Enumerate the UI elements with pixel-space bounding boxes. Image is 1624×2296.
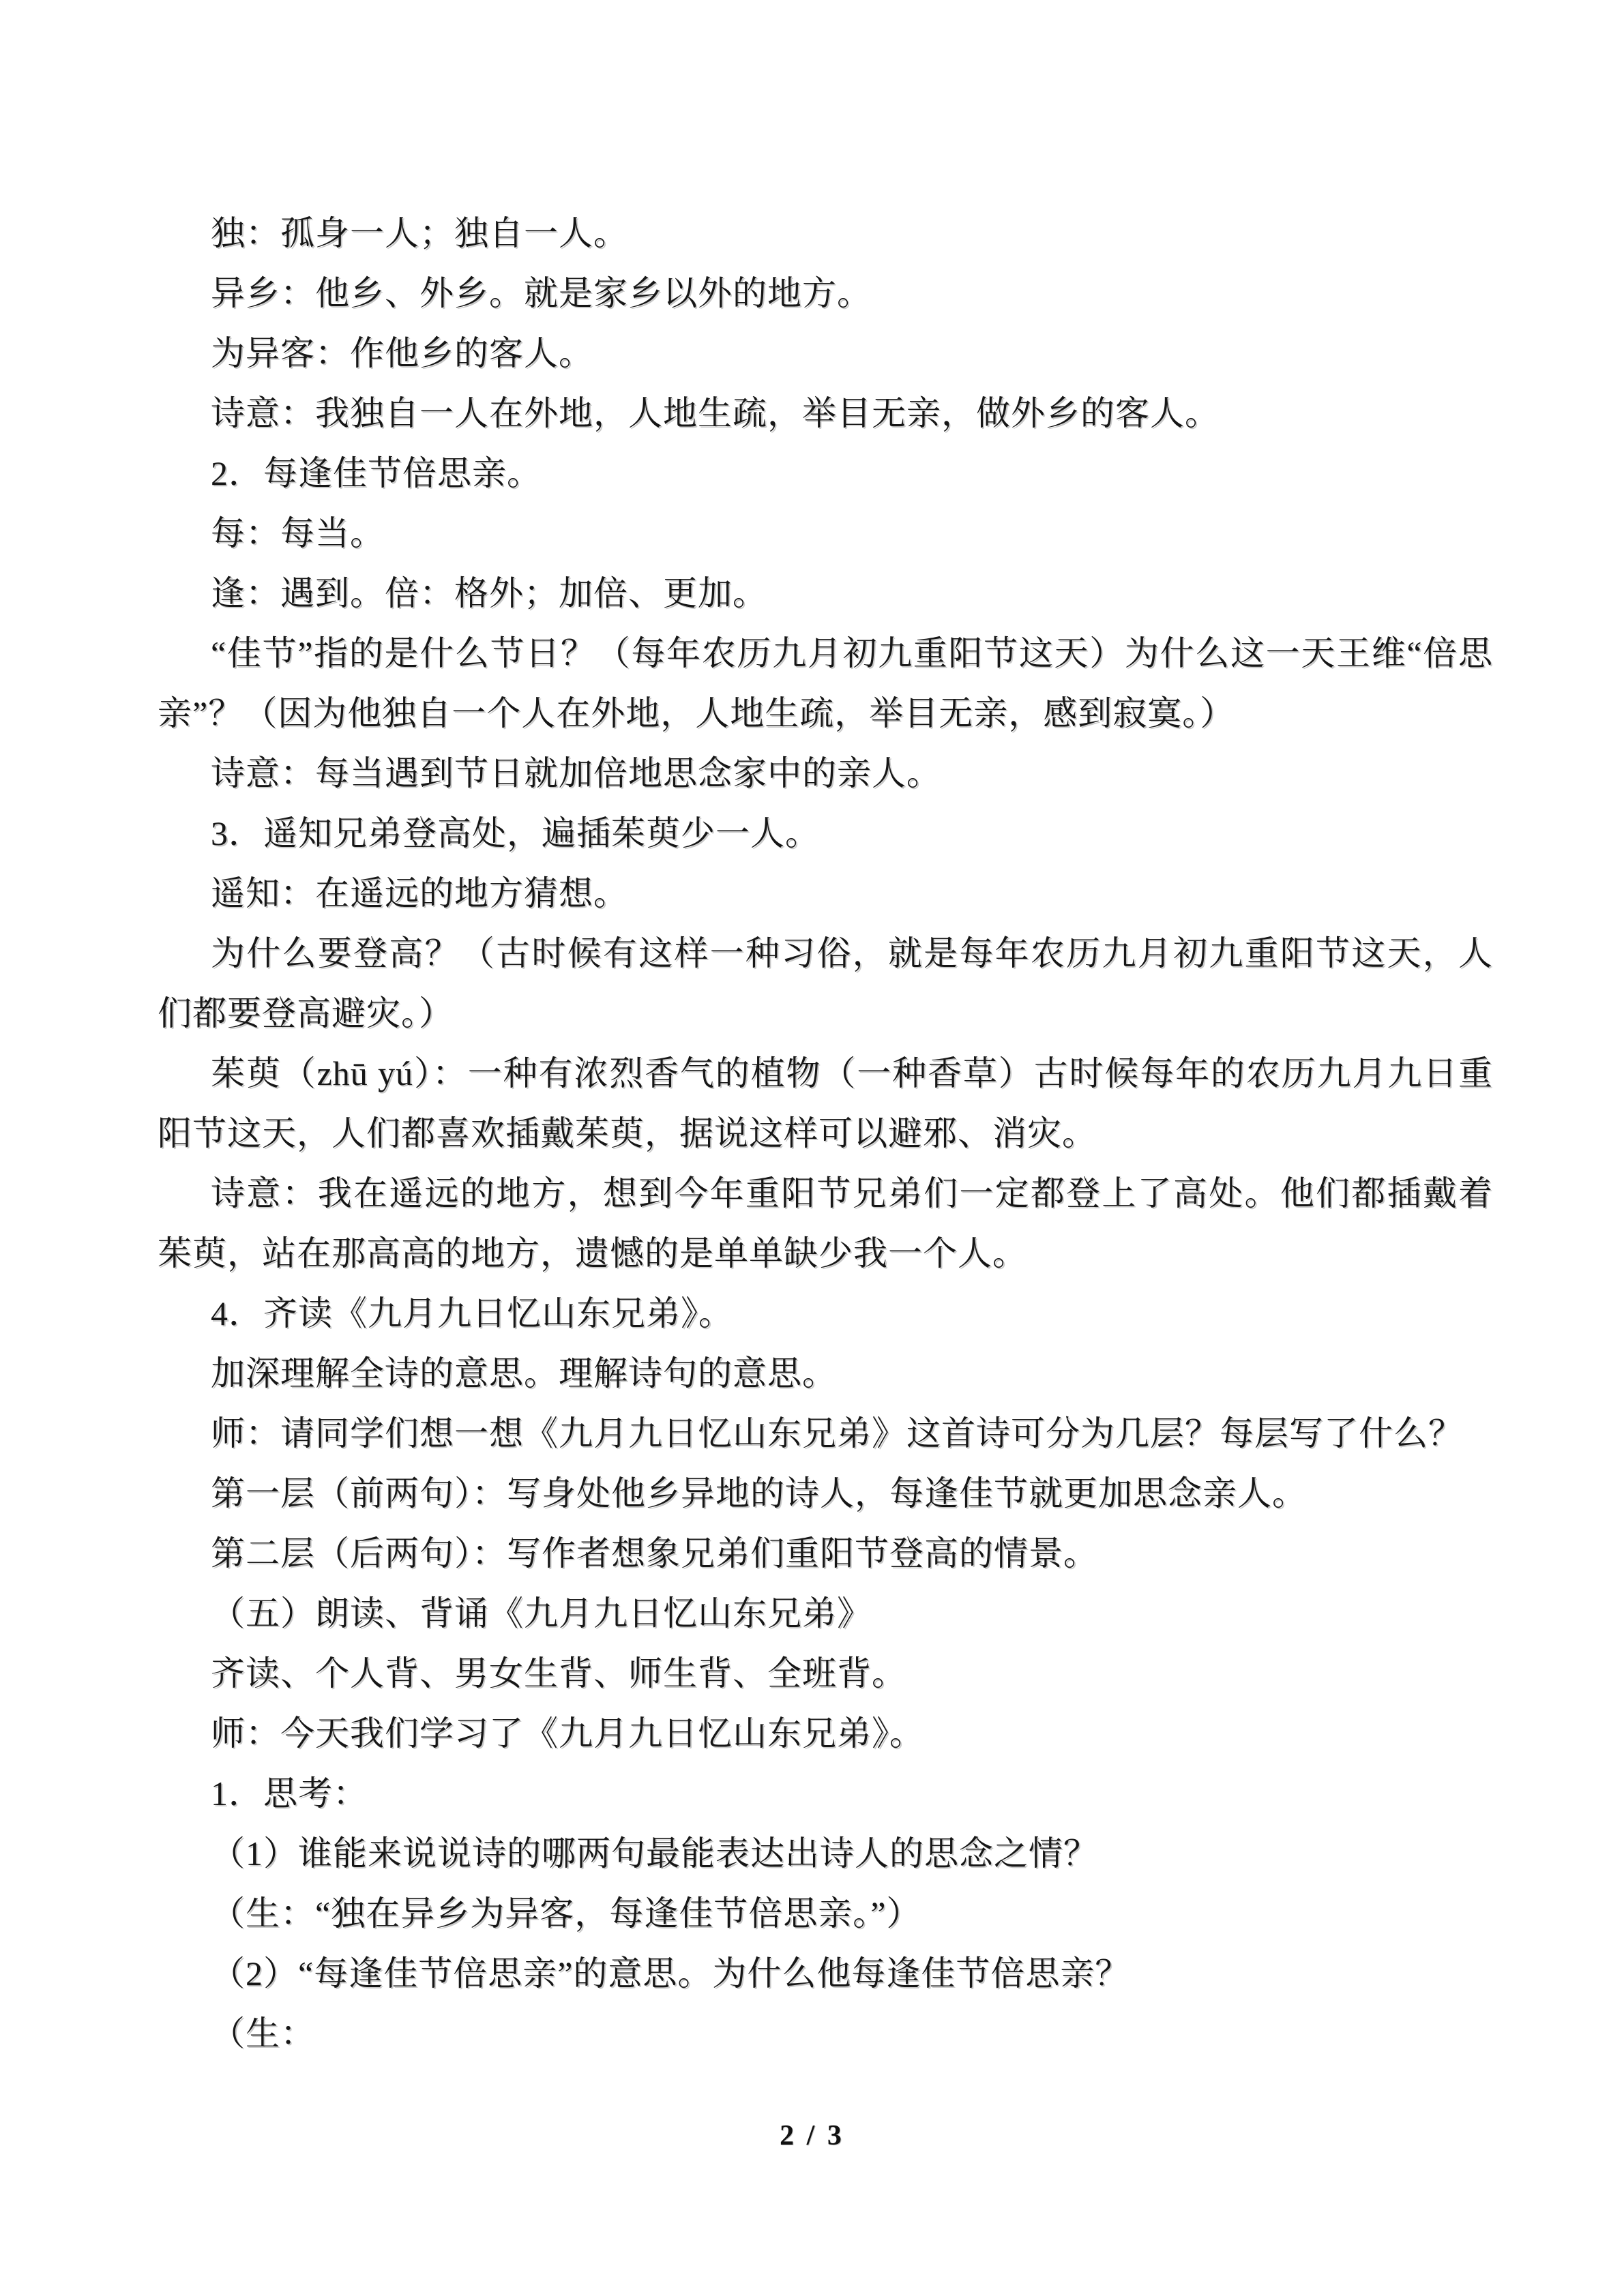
- paragraph-question-1: （1）谁能来说说诗的哪两句最能表达出诗人的思念之情？: [211, 1834, 1098, 1873]
- paragraph-verse3-meaning: 诗意：我在遥远的地方，想到今年重阳节兄弟们一定都登上了高处。他们都插戴着茱萸，站在那高高的地方，遗憾的是单单缺少我一个人。: [158, 1174, 1493, 1272]
- paragraph-question-2: （2）“每逢佳节倍思亲”的意思。为什么他每逢佳节倍思亲？: [211, 1954, 1130, 1993]
- paragraph-section5-heading: （五）朗读、背诵《九月九日忆山东兄弟》: [211, 1594, 872, 1632]
- paragraph-verse2-meaning: 诗意：每当遇到节日就加倍地思念家中的亲人。: [211, 754, 941, 792]
- paragraph-recite-methods: 齐读、个人背、男女生背、师生背、全班背。: [211, 1654, 906, 1693]
- paragraph-deepen-understanding: 加深理解全诗的意思。理解诗句的意思。: [211, 1354, 837, 1392]
- paragraph-zhuyu-annotation: 茱萸（zhū yú）：一种有浓烈香气的植物（一种香草）古时候每年的农历九月九日重阳节这天，人们都喜欢插戴茱萸，据说这样可以避邪、消灾。: [158, 1054, 1493, 1152]
- paragraph-step4-heading: 4．齐读《九月九日忆山东兄弟》。: [211, 1294, 733, 1332]
- paragraph-verse3-heading: 3．遥知兄弟登高处，遍插茱萸少一人。: [211, 814, 820, 852]
- paragraph-line1-meaning: 诗意：我独自一人在外地，人地生疏，举目无亲，做外乡的客人。: [211, 394, 1220, 432]
- paragraph-yixiang-annotation: 异乡：他乡、外乡。就是家乡以外的地方。: [211, 274, 872, 312]
- paragraph-du-annotation: 独：孤身一人；独自一人。: [211, 214, 628, 252]
- paragraph-yaozhi-annotation: 遥知：在遥远的地方猜想。: [211, 874, 628, 912]
- paragraph-layer1: 第一层（前两句）：写身处他乡异地的诗人，每逢佳节就更加思念亲人。: [211, 1474, 1307, 1512]
- paragraph-student-answer-1: （生：“独在异乡为异客，每逢佳节倍思亲。”）: [211, 1894, 921, 1933]
- page-footer: [0, 2119, 1624, 2152]
- paragraph-denggao-question: 为什么要登高？（古时候有这样一种习俗，就是每年农历九月初九重阳节这天，人们都要登高避灾。）: [158, 934, 1493, 1032]
- paragraph-think-heading: 1．思考：: [211, 1774, 368, 1813]
- paragraph-jiajie-question: “佳节”指的是什么节日？（每年农历九月初九重阳节这天）为什么这一天王维“倍思亲”？（因为他独自一个人在外地，人地生疏，举目无亲，感到寂寞。）: [158, 634, 1493, 732]
- paragraph-feng-bei-annotation: 逢：遇到。倍：格外；加倍、更加。: [211, 574, 767, 612]
- page-number: 2 / 3: [780, 2120, 844, 2151]
- paragraph-verse2-heading: 2．每逢佳节倍思亲。: [211, 454, 542, 492]
- paragraph-weiyike-annotation: 为异客：作他乡的客人。: [211, 334, 593, 372]
- paragraph-mei-annotation: 每：每当。: [211, 514, 385, 552]
- paragraph-student-answer-2-open: （生：: [211, 2014, 315, 2053]
- document-body: [158, 203, 1493, 2063]
- paragraph-teacher-question-layers: 师：请同学们想一想《九月九日忆山东兄弟》这首诗可分为几层？每层写了什么？: [211, 1414, 1463, 1452]
- paragraph-teacher-summary: 师：今天我们学习了《九月九日忆山东兄弟》。: [211, 1714, 924, 1753]
- paragraph-layer2: 第二层（后两句）：写作者想象兄弟们重阳节登高的情景。: [211, 1534, 1098, 1572]
